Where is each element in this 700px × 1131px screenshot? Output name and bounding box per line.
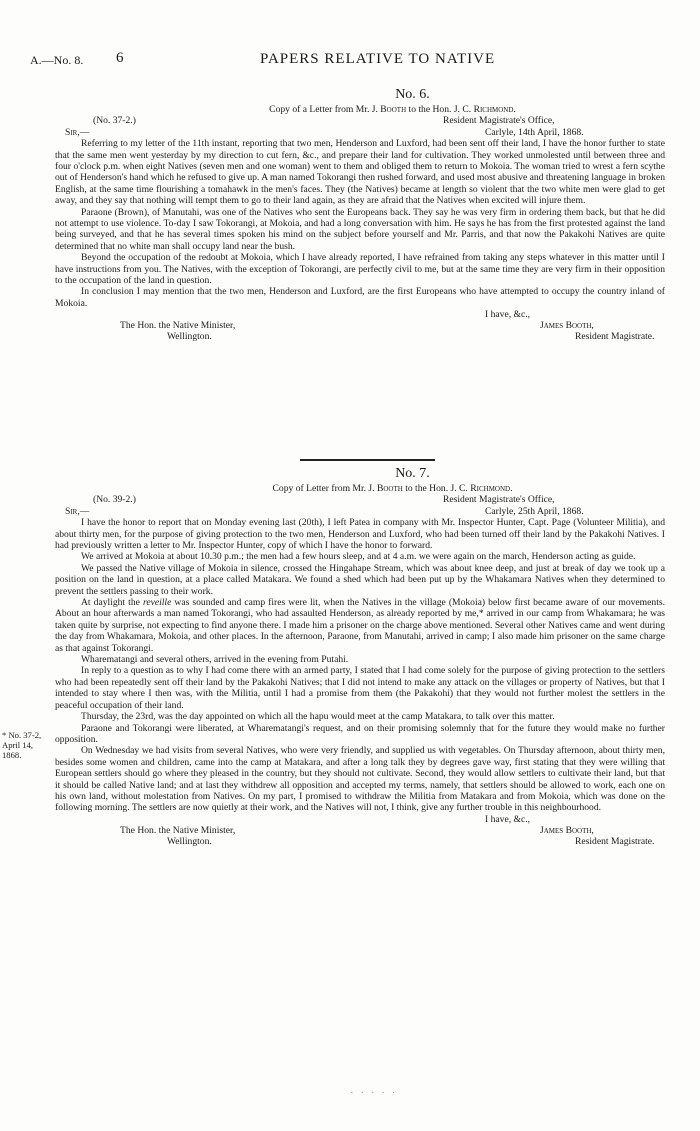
letter-no-7 xyxy=(55,466,665,848)
signer-name: James Booth, xyxy=(540,320,594,332)
addressee: The Hon. the Native Minister, xyxy=(120,824,236,836)
letter-number: No. 7. xyxy=(395,466,430,481)
signer-title: Resident Magistrate. xyxy=(575,331,655,343)
signer-name: James Booth, xyxy=(540,824,594,836)
paragraph: Beyond the occupation of the redoubt at Mokoia, which I have already reported, I have refrained from taking any steps whatever in this matter until I have instructions from you. The Natives, with the exception of Tokorangi, are perfectly civil to me, but at the same time they are very firm in their opposition to the occupation of the land in question. xyxy=(55,252,665,287)
page xyxy=(2,0,685,1131)
section-divider xyxy=(300,459,435,461)
page-number: 6 xyxy=(116,50,124,66)
addressee-location: Wellington. xyxy=(167,835,212,847)
paragraph: On Wednesday we had visits from several Natives, who were very friendly, and supplied us with vegetables. On Thursday afternoon, about thirty men, besides some women and children, came into the camp at Matakara, and after a long talk they by degrees gave way, first stating that they were willing that European settlers should go where they pleased in the country, but they should not cultivate. Second, they would allow settlers to cultivate their land, but that it should be called Native land; and at last they withdrew all opposition and accepted my terms, namely, that settlers should be allowed to work, each one on his own land, without molestation from Natives. On my part, I promised to withdraw the Militia from Matakara and from Mokoia, which was done on the following morning. The settlers are now quietly at their work, and the Natives will not, I think, give any further trouble in this neighbourhood. xyxy=(55,745,665,814)
office-name: Resident Magistrate's Office, xyxy=(443,494,555,506)
place-date: Carlyle, 14th April, 1868. xyxy=(485,126,584,138)
letter-title: Copy of a Letter from Mr. J. Booth to the Hon. J. C. Richmond. xyxy=(269,104,516,115)
page-footer-mark: · · · · · xyxy=(350,1087,398,1099)
letter-ref-line xyxy=(85,115,660,126)
paragraph: I have the honor to report that on Monday evening last (20th), I left Patea in company with Mr. Inspector Hunter, Capt. Page (Volunteer Militia), and about thirty men, for the purpose of giving protection to the two men, Henderson and Luxford, who had been turned off their land by the Pakakohi Natives. I had previously written a letter to Mr. Inspector Hunter, copy of which I have the honor to forward. xyxy=(55,517,665,551)
salutation-line xyxy=(65,505,660,517)
paragraph: In conclusion I may mention that the two men, Henderson and Luxford, are the first Europeans who have attempted to occupy the country inland of Mokoia. xyxy=(55,286,665,309)
paragraph: We passed the Native village of Mokoia in silence, crossed the Hingahape Stream, which was about knee deep, and just at break of day we took up a position on the land in question, at a place called Matakara. We found a shed which had been put up by the Whakamara Natives when they determined to prevent the settlers passing to their work. xyxy=(55,562,665,597)
letter-ref-number: (No. 39-2.) xyxy=(93,494,136,506)
paragraph: Wharematangi and several others, arrived in the evening from Putahi. xyxy=(81,654,349,666)
letter-body xyxy=(55,517,665,814)
document-reference: A.—No. 8. xyxy=(30,53,84,67)
paragraph: We arrived at Mokoia at about 10.30 p.m.; the men had a few hours sleep, and at 4 a.m. we were again on the march, Henderson acting as guide. xyxy=(81,551,636,563)
paragraph: Referring to my letter of the 11th instant, reporting that two men, Henderson and Luxford, had been sent off their land, I have the honor further to state that the same men went yesterday by my direction to cut fern, &c., and prepare their land for cultivation. They worked unmolested until between three and four o'clock p.m. when eight Natives (seven men and one woman) went to them and obliged them to return to Mokoia. The woman tried to wrest a fern scythe out of Henderson's hand which he refused to give up. A man named Tokorangi then rushed forward, and used most abusive and threatening language in broken English, at the same time flourishing a tomahawk in the men's faces. They (the Natives) became at length so violent that the two white men were glad to get away, and they say that nothing will tempt them to go to their land again, as they are afraid that the Natives when excited will injure them. xyxy=(55,138,665,207)
paragraph: At daylight the reveille was sounded and camp fires were lit, when the Natives in the village (Mokoia) below first became aware of our movements. About an hour afterwards a man named Tokorangi, who had assaulted Henderson, as already reported by me,* arrived in our camp from Whakamara; he was taken quite by surprise, not expecting to find anyone there. I made him a prisoner on the charge above mentioned. Several other Natives came and went during the day from Whakamara, Mokoia, and other places. In the afternoon, Paraone, from Manutahi, arrived in camp; I also made him prisoner on the same charge as that against Tokorangi. xyxy=(55,597,665,654)
paragraph: Thursday, the 23rd, was the day appointed on which all the hapu would meet at the camp Matakara, to talk over this matter. xyxy=(81,711,555,723)
closing: I have, &c., xyxy=(485,309,531,321)
salutation: Sir,— xyxy=(65,505,90,517)
office-name: Resident Magistrate's Office, xyxy=(443,115,555,127)
letter-ref-number: (No. 37-2.) xyxy=(93,115,136,127)
paragraph: Paraone and Tokorangi were liberated, at Wharematangi's request, and on their promising solemnly that for the future they would make no further opposition. xyxy=(55,722,665,745)
paragraph: Paraone (Brown), of Manutahi, was one of the Natives who sent the Europeans back. They say he was very firm in ordering them back, but that he did not attempt to use violence. To-day I saw Tokorangi, at Mokoia, and had a long conversation with him. He says he has from the first protested against the land being surveyed, and that he has several times spoken his mind on the subject before yourself and Mr. Parris, and that now the Pakakohi Natives are quite determined that no white man shall occupy land near the bush. xyxy=(55,206,665,252)
signature-block xyxy=(85,814,660,848)
signature-block xyxy=(85,309,660,343)
letter-number: No. 6. xyxy=(395,87,430,102)
addressee: The Hon. the Native Minister, xyxy=(120,320,236,332)
closing: I have, &c., xyxy=(485,813,531,825)
letter-no-6 xyxy=(55,87,665,343)
letter-body xyxy=(55,138,665,309)
page-header xyxy=(30,50,685,71)
letter-ref-line xyxy=(85,494,660,505)
margin-note: * No. 37-2, April 14, 1868. xyxy=(2,730,42,760)
letter-title: Copy of Letter from Mr. J. Booth to the Hon. J. C. Richmond. xyxy=(272,483,513,494)
addressee-location: Wellington. xyxy=(167,331,212,343)
signer-title: Resident Magistrate. xyxy=(575,835,655,847)
running-title: PAPERS RELATIVE TO NATIVE xyxy=(260,51,496,67)
salutation-line xyxy=(65,126,660,138)
place-date: Carlyle, 25th April, 1868. xyxy=(485,505,584,517)
salutation: Sir,— xyxy=(65,126,90,138)
paragraph: In reply to a question as to why I had come there with an armed party, I stated that I had come solely for the purpose of giving protection to the settlers who had been repeatedly sent off their land by the Pakakohi Natives; that I did not intend to make any attack on the villages or property of Natives, but that I intended to stay where I then was, with the Militia, until I had a promise from them (the Pakakohi) that they would not further molest the settlers in the peaceful occupation of their land. xyxy=(55,665,665,711)
